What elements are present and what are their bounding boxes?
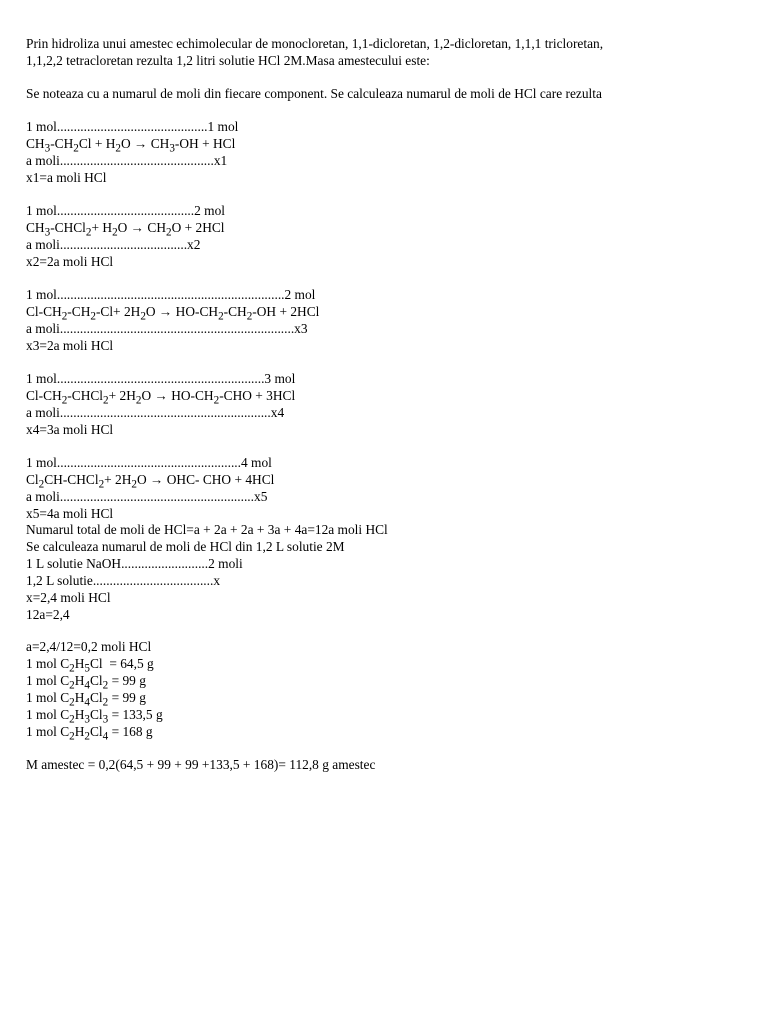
subscript: 2 [166,226,172,239]
subscript: 2 [69,662,75,675]
text-line: $Cl_2CH-CHCl_2+ 2H_2O \to OHC-$ CHO + 4HCl [26,472,275,491]
text-line: a moli..............................................x1 [26,153,228,168]
subscript: 2 [69,679,75,692]
text-line: $Cl-CH_2-CHCl_2+ 2H_2O \to HO-CH_2-CHO + 3HCl$ [26,388,296,407]
subscript: 2 [85,226,92,239]
subscript: 2 [135,394,142,407]
text-line: x2=2a moli HCl [26,254,114,269]
text-line: Prin hidroliza unui amestec echimolecular de monocloretan, 1,1-dicloretan, 1,2-dicloretan, 1,1,1 tricloretan, [26,36,604,51]
text-line: $Cl-CH_2-CH_2-Cl+ 2H_2O \to HO-CH_2-CH_2-OH + 2HCl$ [26,304,320,323]
subscript: 2 [38,478,45,491]
subscript: 4 [84,679,90,692]
text-line: 1 mol....................................................................2 mol [26,287,316,302]
text-line: Se noteaza cu a numarul de moli din fiecare component. Se calculeaza numarul de moli de HCl care rezulta [26,86,602,101]
text-line: M amestec = 0,2(64,5 + 99 + 99 +133,5 + 168)= 112,8 g amestec [26,757,376,772]
subscript: 2 [73,142,79,155]
text-line: 1 mol.........................................2 mol [26,203,226,218]
subscript: 3 [169,142,175,155]
text-line: 1 mol.............................................1 mol [26,119,239,134]
subscript: 2 [69,713,75,726]
subscript: 2 [112,226,118,239]
subscript: 3 [84,713,90,726]
text-line: x=2,4 moli HCl [26,590,111,605]
subscript: 2 [61,394,68,407]
text-line: 1,1,2,2 tetracloretan rezulta 1,2 litri solutie HCl 2M.Masa amestecului este: [26,53,430,68]
text-line: a moli......................................................................x3 [26,321,308,336]
subscript: 4 [84,696,90,709]
text-line: a moli...............................................................x4 [26,405,285,420]
subscript: 3 [44,226,51,239]
subscript: 2 [102,696,109,709]
text-line: Numarul total de moli de HCl=a + 2a + 2a + 3a + 4a=12a moli HCl [26,522,388,537]
subscript: 2 [103,394,109,407]
text-line: a moli..........................................................x5 [26,489,268,504]
text-line: 12a=2,4 [26,607,70,622]
subscript: 3 [102,713,109,726]
subscript: 2 [102,679,109,692]
text-line: $CH_3-CHCl_2+ H_2O \to CH_2O + 2HCl$ [26,220,225,239]
text-line: 1 mol $C_2H_4Cl_2 = 99$ g [26,690,146,709]
subscript: 2 [213,394,220,407]
text-line: 1 mol $C_2H_2Cl_4 = 168$ g [26,724,153,743]
subscript: 2 [69,696,75,709]
text-line: x5=4a moli HCl [26,506,114,521]
subscript: 5 [84,662,90,675]
text-line: a moli......................................x2 [26,237,201,252]
subscript: 2 [69,730,75,743]
text-line: 1 mol $C_2H_5Cl = 64,5$ g [26,656,154,675]
text-line: $CH_3-CH_2Cl + H_2O \to CH_3-OH$ + HCl [26,136,236,155]
text-line: 1 mol $C_2H_3Cl_3 = 133,5$ g [26,707,163,726]
subscript: 4 [102,730,109,743]
text-line: 1 mol..............................................................3 mol [26,371,296,386]
text-line: x1=a moli HCl [26,170,107,185]
subscript: 2 [61,310,68,323]
text-line: 1 L solutie NaOH..........................2 moli [26,556,243,571]
text-line: x4=3a moli HCl [26,422,114,437]
text-line: a=2,4/12=0,2 moli HCl [26,639,152,654]
subscript: 2 [140,310,146,323]
text-line: 1 mol.......................................................4 mol [26,455,272,470]
text-line: Se calculeaza numarul de moli de HCl din 1,2 L solutie 2M [26,539,345,554]
subscript: 2 [246,310,253,323]
subscript: 2 [115,142,121,155]
subscript: 2 [84,730,90,743]
text-line: x3=2a moli HCl [26,338,114,353]
text-line: 1,2 L solutie....................................x [26,573,221,588]
subscript: 2 [90,310,96,323]
subscript: 3 [44,142,51,155]
subscript: 2 [131,478,137,491]
text-line: 1 mol $C_2H_4Cl_2 = 99$ g [26,673,146,692]
subscript: 2 [98,478,105,491]
subscript: 2 [218,310,224,323]
